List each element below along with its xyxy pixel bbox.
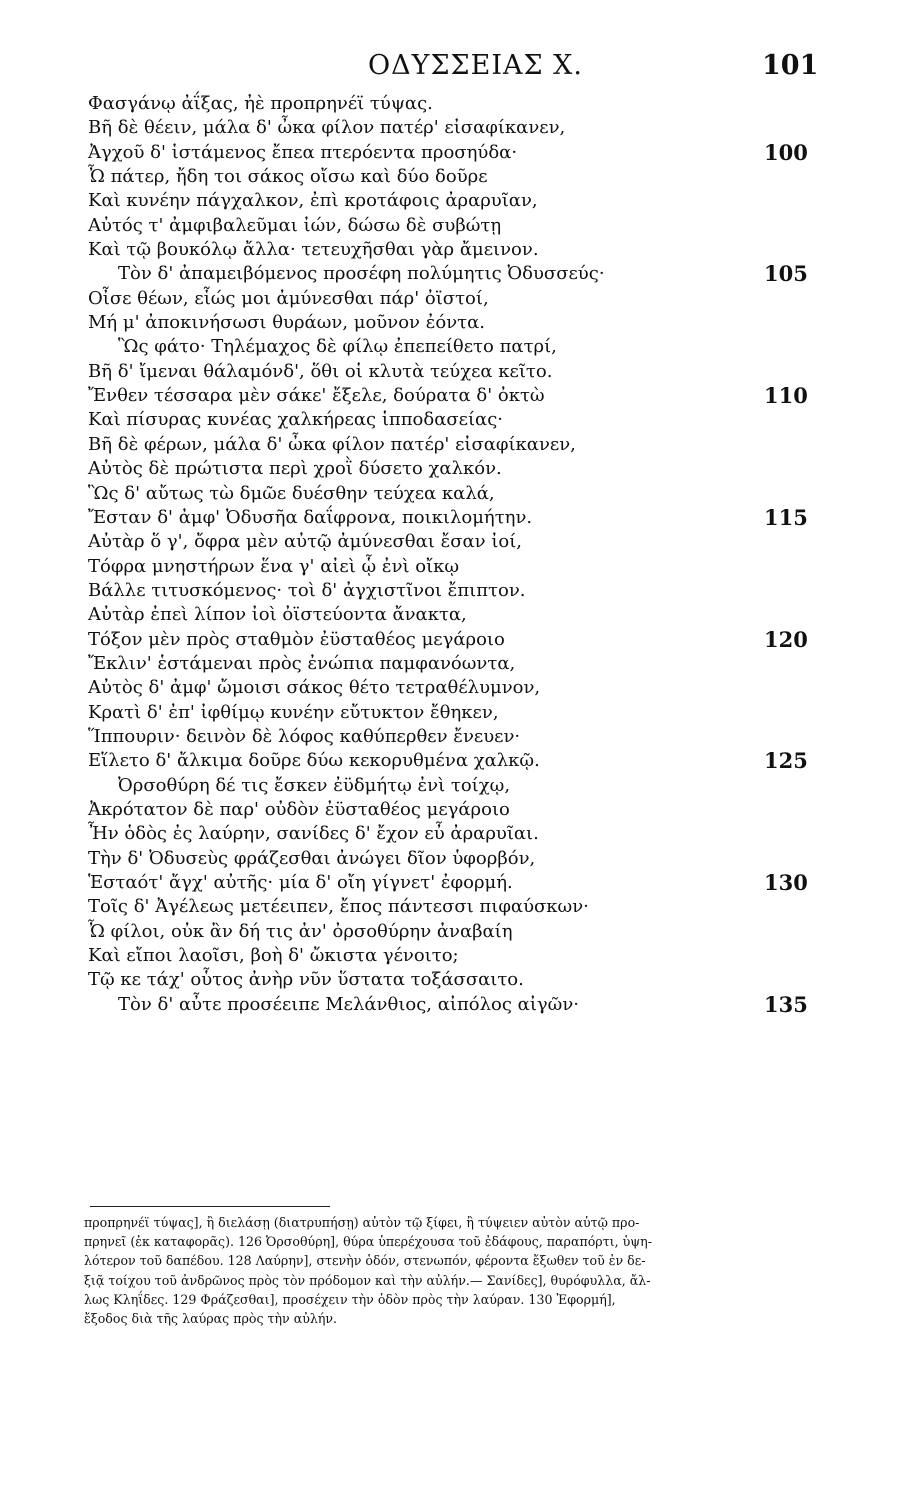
verse-line: [0, 360, 901, 384]
footnote-line: πρηνεῖ (ἐκ καταφορᾶς). 126 Ὀρσοθύρη], θύρα ὑπερέχουσα τοῦ ἐδάφους, παραπόρτι, ὑψη-: [84, 1234, 652, 1250]
verse-line: [0, 822, 901, 846]
verse-line: [0, 676, 901, 700]
verse-line: [0, 725, 901, 749]
verse-text: Καὶ τῷ βουκόλῳ ἄλλα· τετευχῆσθαι γὰρ ἄμεινον.: [88, 239, 539, 261]
verse-text: Αὐτὸς δὲ πρώτιστα περὶ χροῒ δύσετο χαλκόν.: [88, 458, 502, 480]
verse-line: [0, 628, 901, 652]
verse-line: [0, 214, 901, 238]
verse-text: Τόξον μὲν πρὸς σταθμὸν ἐϋσταθέος μεγάροιο: [88, 628, 505, 650]
running-title: ΟΔΥΣΣΕΙΑΣ Χ.: [368, 50, 583, 81]
verse-line: [0, 116, 901, 140]
verse-text: Ἵππουριν· δεινὸν δὲ λόφος καθύπερθεν ἔνευεν·: [88, 725, 521, 747]
verse-line: [0, 92, 901, 116]
verse-line: [0, 311, 901, 335]
line-number: 105: [764, 261, 808, 287]
verse-text: Καὶ πίσυρας κυνέας χαλκήρεας ἱπποδασείας·: [88, 409, 504, 431]
verse-line: [0, 895, 901, 919]
verse-line: [0, 871, 901, 895]
verse-text: Ἔσταν δ' ἀμφ' Ὀδυσῆα δαΐφρονα, ποικιλομήτην.: [88, 506, 533, 528]
verse-text: Ὣς φάτο· Τηλέμαχος δὲ φίλῳ ἐπεπείθετο πατρί,: [118, 336, 557, 358]
verse-line: [0, 408, 901, 432]
verse-line: [0, 555, 901, 579]
verse-line: [0, 993, 901, 1017]
verse-text: Εἵλετο δ' ἄλκιμα δοῦρε δύω κεκορυθμένα χαλκῷ.: [88, 750, 540, 772]
verse-line: [0, 652, 901, 676]
verse-text: Αὐτὰρ ὅ γ', ὄφρα μὲν αὐτῷ ἀμύνεσθαι ἔσαν ἰοί,: [88, 531, 523, 553]
verse-line: [0, 798, 901, 822]
verse-line: [0, 335, 901, 359]
verse-line: [0, 238, 901, 262]
verse-text: Ὦ φίλοι, οὐκ ἂν δή τις ἀν' ὀρσοθύρην ἀναβαίη: [88, 920, 513, 942]
verse-line: [0, 749, 901, 773]
verse-text: Ἔνθεν τέσσαρα μὲν σάκε' ἔξελε, δούρατα δ' ὀκτὼ: [88, 385, 545, 407]
verse-text: Τὸν δ' αὖτε προσέειπε Μελάνθιος, αἰπόλος αἰγῶν·: [118, 993, 579, 1015]
verse-text: Οἶσε θέων, εἷώς μοι ἀμύνεσθαι πάρ' ὀϊστοί,: [88, 287, 489, 309]
line-number: 100: [764, 139, 808, 165]
verse-text: Βῆ δ' ἴμεναι θάλαμόνδ', ὅθι οἱ κλυτὰ τεύχεα κεῖτο.: [88, 360, 553, 382]
line-number: 130: [764, 870, 808, 895]
footnote-line: προπρηνέϊ τύψας], ἢ διελάσῃ (διατρυπήσῃ) αὐτὸν τῷ ξίφει, ἢ τύψειεν αὐτὸν αὐτῷ προ-: [84, 1215, 640, 1230]
verse-text: Καὶ κυνέην πάγχαλκον, ἐπὶ κροτάφοις ἀραρυῖαν,: [88, 190, 538, 212]
verse-text: Βῆ δὲ φέρων, μάλα δ' ὦκα φίλον πατέρ' εἰσαφίκανεν,: [88, 433, 576, 455]
footnote-line: λως Κληΐδες. 129 Φράζεσθαι], προσέχειν τὴν ὁδὸν πρὸς τὴν λαύραν. 130 Ἐφορμή],: [84, 1291, 616, 1307]
verse-text: Βάλλε τιτυσκόμενος· τοὶ δ' ἀγχιστῖνοι ἔπιπτον.: [88, 579, 526, 601]
verse-line: [0, 457, 901, 481]
verse-line: [0, 774, 901, 798]
verse-line: [0, 530, 901, 554]
verse-text: Φασγάνῳ ἀΐξας, ἠὲ προπρηνέϊ τύψας.: [88, 93, 433, 114]
verse-text: Ἑσταότ' ἄγχ' αὐτῆς· μία δ' οἴη γίγνετ' ἐφορμή.: [88, 872, 513, 893]
page-number: 101: [762, 50, 819, 81]
verse-text: Ἀκρότατον δὲ παρ' οὐδὸν ἐϋσταθέος μεγάροιο: [88, 798, 510, 820]
line-number: 110: [764, 383, 808, 409]
line-number: 125: [764, 748, 808, 774]
footnote-line: λότερον τοῦ δαπέδου. 128 Λαύρην], στενὴν ὁδόν, στενωπόν, φέροντα ἔξωθεν τοῦ ἐν δε-: [84, 1253, 646, 1269]
verse-block: [0, 92, 901, 1017]
verse-line: [0, 482, 901, 506]
verse-text: Αὐτός τ' ἀμφιβαλεῦμαι ἰών, δώσω δὲ συβώτῃ: [88, 214, 502, 236]
footnotes: [84, 1213, 814, 1328]
verse-text: Ἦν ὁδὸς ἐς λαύρην, σανίδες δ' ἔχον εὖ ἀραρυῖαι.: [88, 823, 539, 845]
footnote-line: ξιᾷ τοίχου τοῦ ἀνδρῶνος πρὸς τὸν πρόδομον καὶ τὴν αὐλήν.— Σανίδες], θυρόφυλλα, ἄλ-: [84, 1272, 651, 1288]
verse-text: Τὸν δ' ἀπαμειβόμενος προσέφη πολύμητις Ὀδυσσεύς·: [118, 263, 605, 285]
verse-text: Τῷ κε τάχ' οὗτος ἀνὴρ νῦν ὕστατα τοξάσσαιτο.: [88, 969, 524, 991]
verse-line: [0, 603, 901, 627]
verse-text: Βῆ δὲ θέειν, μάλα δ' ὦκα φίλον πατέρ' εἰσαφίκανεν,: [88, 117, 566, 139]
verse-text: Κρατὶ δ' ἐπ' ἰφθίμῳ κυνέην εὔτυκτον ἔθηκεν,: [88, 701, 499, 723]
verse-text: Τὴν δ' Ὀδυσεὺς φράζεσθαι ἀνώγει δῖον ὑφορβόν,: [88, 847, 536, 869]
verse-text: Ὦ πάτερ, ἤδη τοι σάκος οἴσω καὶ δύο δοῦρε: [88, 166, 488, 188]
verse-line: [0, 287, 901, 311]
verse-line: [0, 944, 901, 968]
line-number: 135: [764, 991, 808, 1017]
verse-line: [0, 968, 901, 992]
verse-line: [0, 189, 901, 213]
verse-line: [0, 701, 901, 725]
verse-text: Ὣς δ' αὔτως τὼ δμῶε δυέσθην τεύχεα καλά,: [88, 482, 495, 504]
verse-line: [0, 262, 901, 286]
verse-text: Αὐτὰρ ἐπεὶ λίπον ἰοὶ ὀϊστεύοντα ἄνακτα,: [88, 604, 467, 626]
verse-text: Ἔκλιν' ἑστάμεναι πρὸς ἐνώπια παμφανόωντα,: [88, 652, 516, 674]
verse-line: [0, 506, 901, 530]
line-number: 120: [764, 626, 808, 652]
verse-line: [0, 579, 901, 603]
verse-line: [0, 141, 901, 165]
verse-text: Τόφρα μνηστήρων ἕνα γ' αἰεὶ ᾧ ἐνὶ οἴκῳ: [88, 555, 460, 577]
verse-text: Καὶ εἴποι λαοῖσι, βοὴ δ' ὤκιστα γένοιτο;: [88, 945, 459, 967]
verse-text: Τοῖς δ' Ἀγέλεως μετέειπεν, ἔπος πάντεσσι πιφαύσκων·: [88, 896, 589, 918]
verse-text: Μή μ' ἀποκινήσωσι θυράων, μοῦνον ἐόντα.: [88, 312, 485, 334]
footnote-divider: [90, 1206, 330, 1207]
verse-text: Ἀγχοῦ δ' ἱστάμενος ἔπεα πτερόεντα προσηύδα·: [88, 141, 518, 163]
verse-line: [0, 920, 901, 944]
footnote-line: ἔξοδος διὰ τῆς λαύρας πρὸς τὴν αὐλήν.: [84, 1311, 338, 1327]
line-number: 115: [764, 504, 808, 530]
page-header: [0, 50, 901, 90]
verse-line: [0, 384, 901, 408]
verse-line: [0, 847, 901, 871]
verse-line: [0, 433, 901, 457]
verse-text: Ὀρσοθύρη δέ τις ἔσκεν ἐϋδμήτῳ ἐνὶ τοίχῳ,: [118, 774, 511, 796]
verse-text: Αὐτὸς δ' ἀμφ' ὤμοισι σάκος θέτο τετραθέλυμνον,: [88, 677, 541, 699]
verse-line: [0, 165, 901, 189]
